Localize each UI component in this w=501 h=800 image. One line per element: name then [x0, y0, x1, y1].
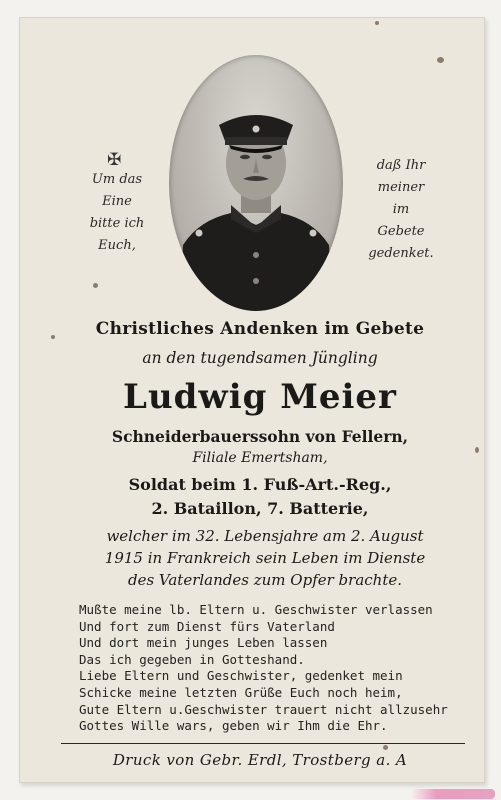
portrait-photo	[169, 55, 343, 311]
memorial-card	[19, 17, 485, 783]
death-notice-line: des Vaterlandes zum Opfer brachte.	[127, 571, 403, 589]
left-verse-line: Um das	[91, 172, 143, 187]
poem-line: Mußte meine lb. Eltern u. Geschwister verlassen	[79, 602, 433, 617]
right-verse-line: daß Ihr	[376, 158, 426, 173]
poem-line: Und fort zum Dienst fürs Vaterland	[79, 618, 335, 634]
soldier-portrait-image	[169, 55, 343, 311]
left-verse-line: Euch,	[98, 238, 136, 253]
card-subheading: an den tugendsamen Jüngling	[142, 349, 378, 367]
poem-line: Schicke meine letzten Grüße Euch noch heim,	[79, 684, 403, 700]
left-verse-line: Eine	[102, 194, 132, 209]
poem-line: Gute Eltern u.Geschwister trauert nicht allzusehr	[79, 701, 448, 717]
stain-spot	[437, 57, 444, 63]
right-verse-line: Gebete	[377, 224, 425, 239]
left-verse	[69, 169, 165, 257]
stain-spot	[383, 745, 388, 750]
right-verse-line: meiner	[377, 180, 425, 195]
poem-line: Das ich gegeben in Gotteshand.	[79, 651, 305, 667]
poem-line: Liebe Eltern und Geschwister, gedenket mein	[79, 668, 403, 684]
unit-line-2: 2. Bataillon, 7. Batterie,	[151, 499, 369, 518]
stain-spot	[475, 447, 479, 453]
origin-line: Schneiderbauerssohn von Fellern,	[111, 427, 409, 446]
death-notice	[59, 525, 471, 591]
poem-line: Und dort mein junges Leben lassen	[79, 635, 328, 651]
divider	[61, 743, 465, 744]
right-verse-line: gedenket.	[368, 246, 434, 261]
memorial-poem	[79, 602, 479, 735]
filiale-line: Filiale Emertsham,	[192, 450, 328, 466]
deceased-name: Ludwig Meier	[123, 377, 397, 417]
printer-credit: Druck von Gebr. Erdl, Trostberg a. A	[112, 751, 408, 769]
right-verse-line: im	[392, 202, 410, 217]
right-verse	[353, 155, 449, 265]
death-notice-line: welcher im 32. Lebensjahre am 2. August	[106, 527, 424, 545]
ink-stain	[411, 789, 495, 799]
stain-spot	[375, 21, 379, 25]
poem-line: Gottes Wille wars, geben wir Ihm die Ehr.	[79, 718, 388, 734]
death-notice-line: 1915 in Frankreich sein Leben im Dienste	[104, 549, 426, 567]
left-verse-line: bitte ich	[89, 216, 145, 231]
stain-spot	[93, 283, 98, 288]
unit-line-1: Soldat beim 1. Fuß-Art.-Reg.,	[128, 475, 392, 494]
iron-cross-icon: ✠	[107, 150, 122, 170]
card-heading: Christliches Andenken im Gebete	[95, 319, 425, 339]
stain-spot	[51, 335, 55, 339]
